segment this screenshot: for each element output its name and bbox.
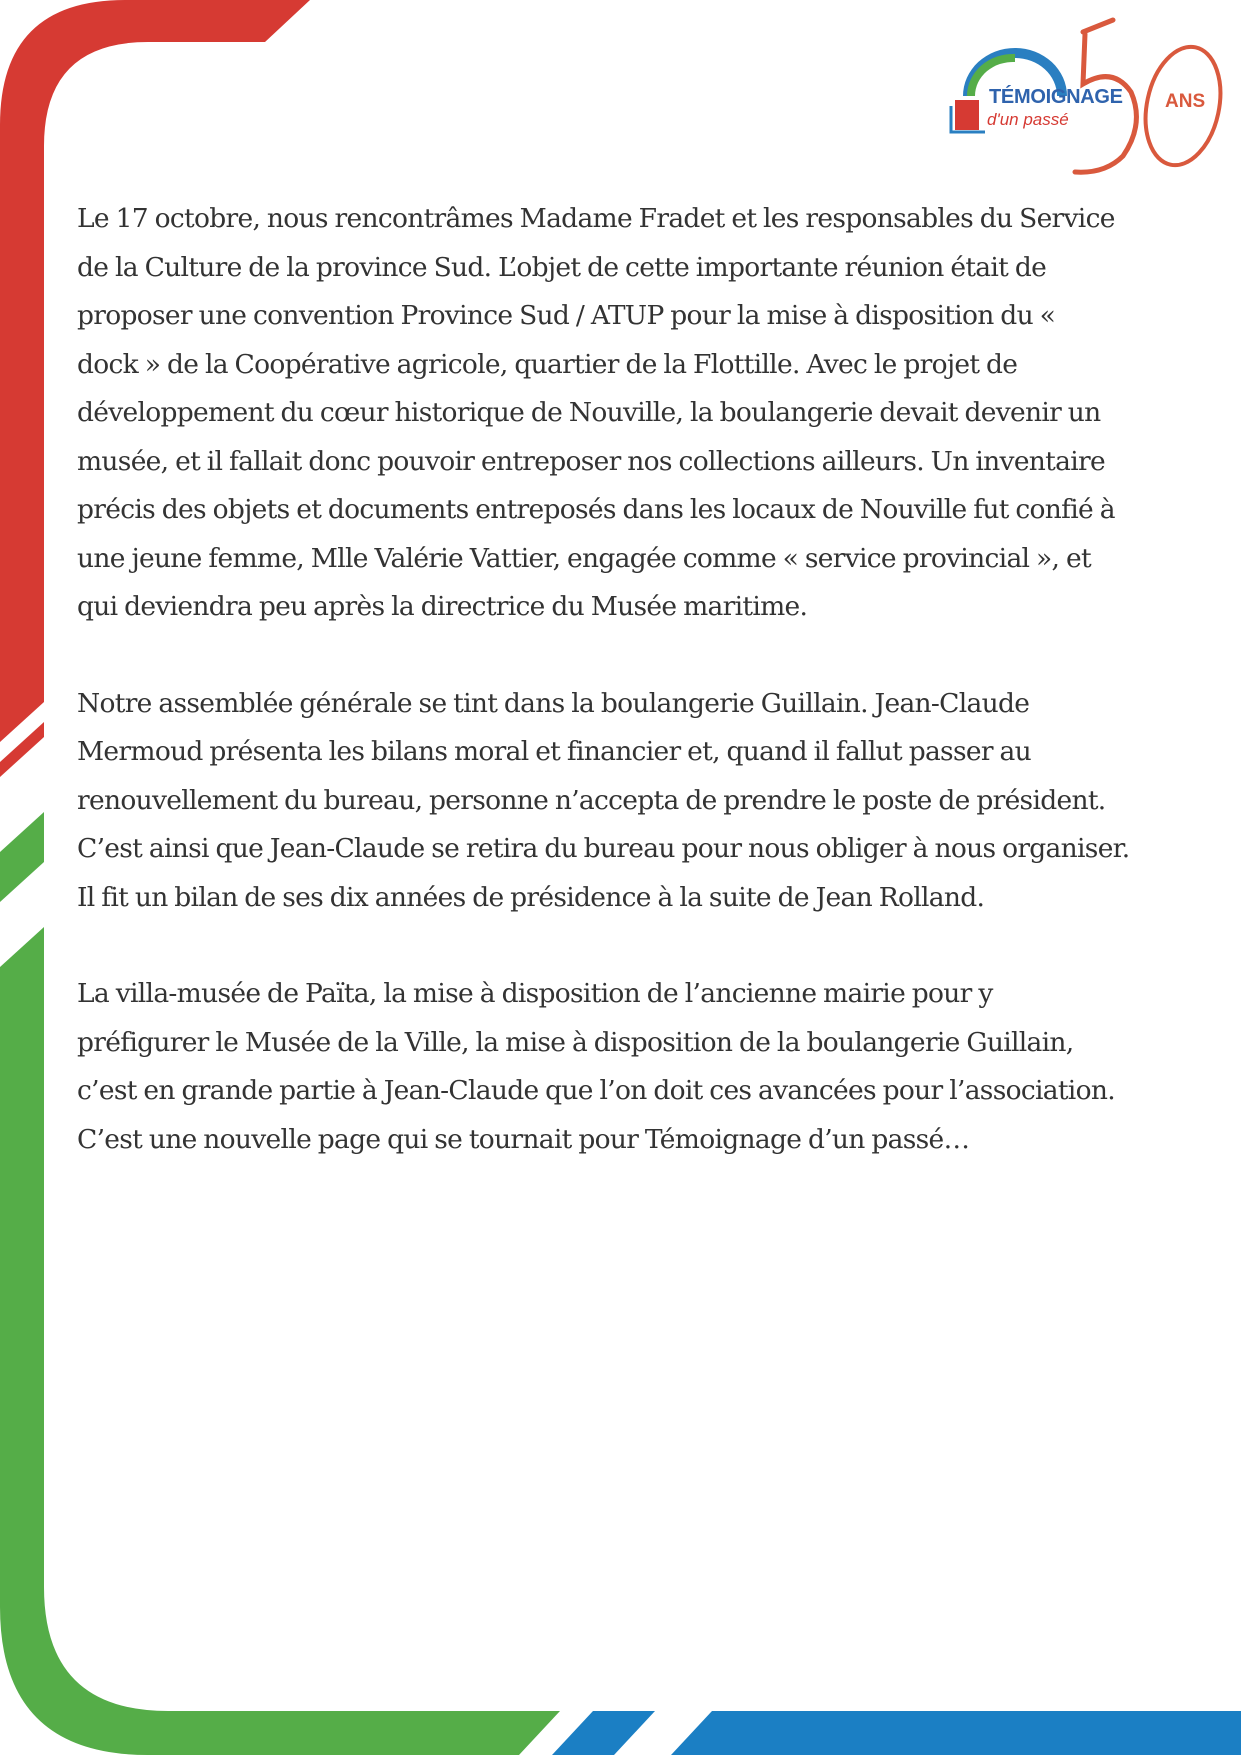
text-line: La villa-musée de Païta, la mise à disposition de l’ancienne mairie pour y [77, 978, 993, 1009]
text-line: c’est en grande partie à Jean-Claude que l’on doit ces avancées pour l’association. [77, 1075, 1115, 1106]
paragraph-2 [77, 680, 1207, 923]
logo-subtitle: d'un passé [987, 110, 1069, 129]
text-line: musée, et il fallait donc pouvoir entreposer nos collections ailleurs. Un inventaire [77, 445, 1105, 477]
text-line: Le 17 octobre, nous rencontrâmes Madame Fradet et les responsables du Service [77, 203, 1115, 234]
text-line: proposer une convention Province Sud / ATUP pour la mise à disposition du « [77, 300, 1056, 331]
article-body [77, 195, 1207, 1212]
green-frame-stripe [0, 812, 44, 902]
blue-bottom-stripe [552, 1711, 655, 1755]
association-logo [945, 14, 1230, 184]
paragraph-3 [77, 970, 1207, 1164]
paragraph-1 [77, 195, 1207, 632]
logo-title: TÉMOIGNAGE [989, 86, 1123, 108]
text-line: Il fit un bilan de ses dix années de présidence à la suite de Jean Rolland. [77, 881, 985, 913]
blue-bottom-band [671, 1711, 1241, 1755]
text-line: C’est une nouvelle page qui se tournait pour Témoignage d’un passé… [77, 1123, 970, 1155]
text-line: une jeune femme, Mlle Valérie Vattier, engagée comme « service provincial », et [77, 542, 1091, 574]
text-line: développement du cœur historique de Nouville, la boulangerie devait devenir un [77, 397, 1101, 428]
text-line: C’est ainsi que Jean-Claude se retira du bureau pour nous obliger à nous organiser. [77, 833, 1130, 864]
text-line: Notre assemblée générale se tint dans la boulangerie Guillain. Jean-Claude [77, 687, 1030, 719]
logo-anniversary-label: ANS [1165, 91, 1206, 112]
text-line: de la Culture de la province Sud. L’objet de cette importante réunion était de [77, 251, 1047, 283]
text-line: renouvellement du bureau, personne n’accepta de prendre le poste de président. [77, 784, 1106, 816]
text-line: qui deviendra peu après la directrice du Musée maritime. [77, 591, 808, 622]
text-line: préfigurer le Musée de la Ville, la mise à disposition de la boulangerie Guillain, [77, 1026, 1074, 1058]
text-line: Mermoud présenta les bilans moral et financier et, quand il fallut passer au [77, 736, 1031, 767]
text-line: précis des objets et documents entreposés dans les locaux de Nouville fut confié à [77, 494, 1115, 525]
logo-arch-red [955, 100, 979, 130]
text-line: dock » de la Coopérative agricole, quartier de la Flottille. Avec le projet de [77, 348, 1018, 380]
